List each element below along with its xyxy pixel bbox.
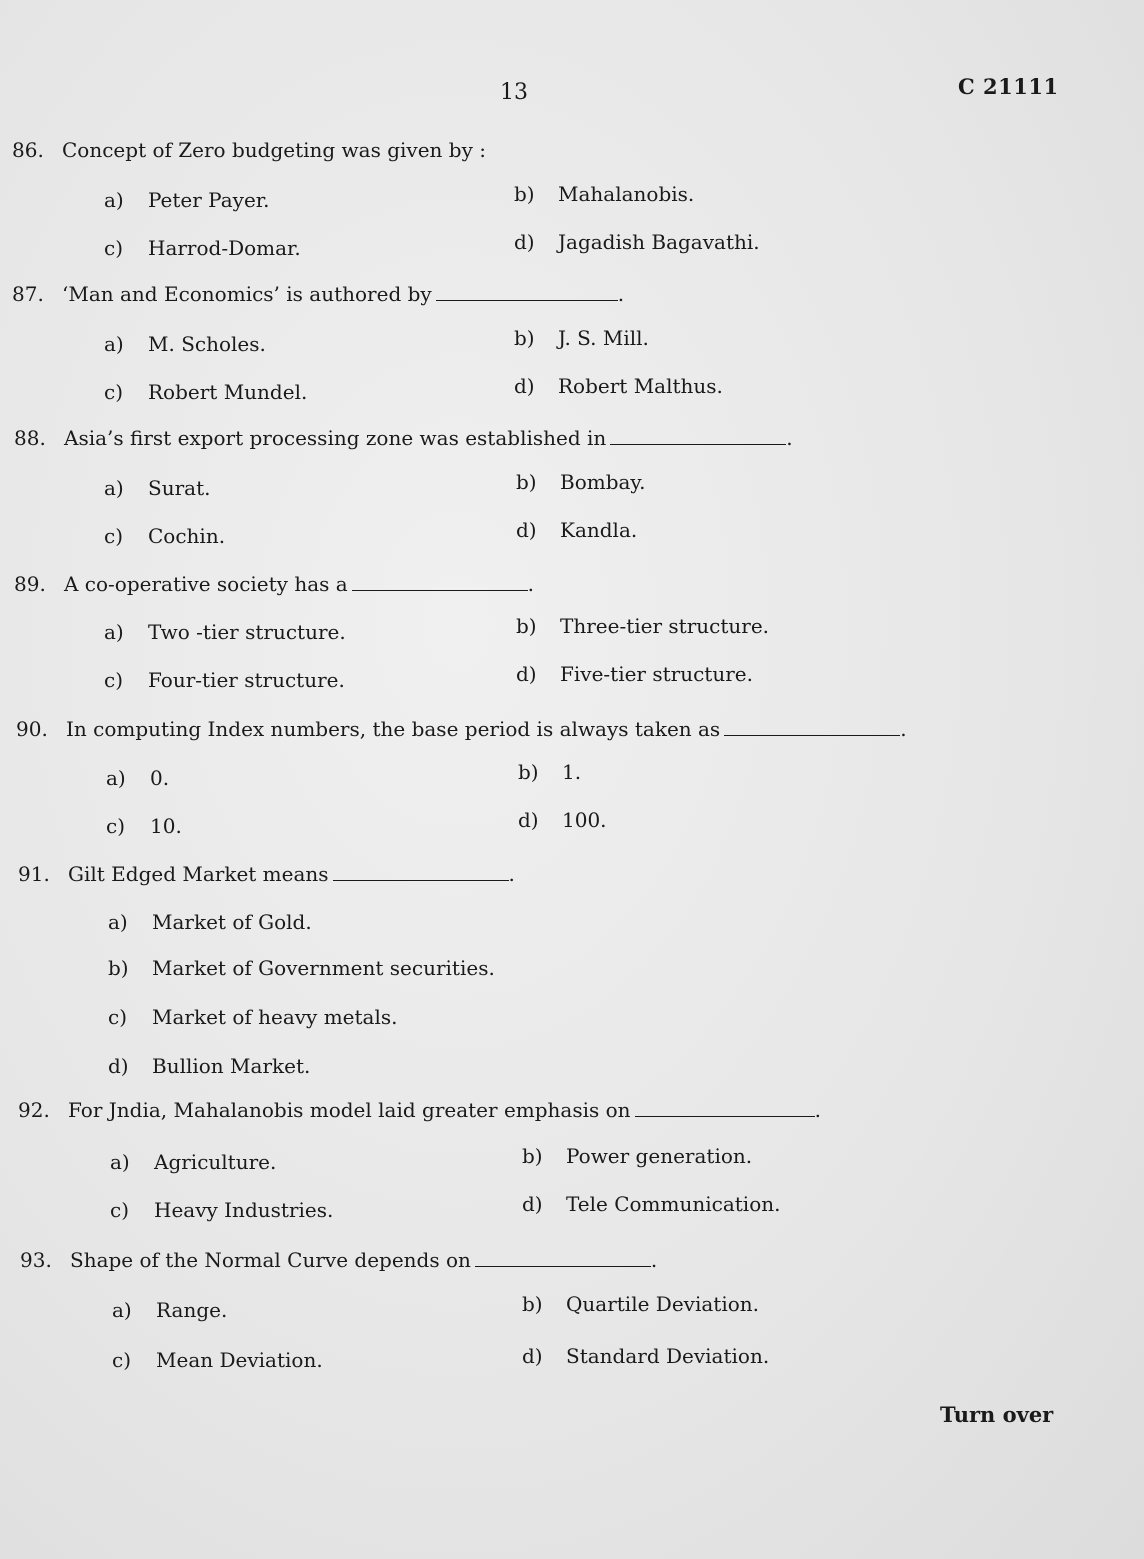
option-letter: a) (110, 1150, 130, 1174)
option-89-b (516, 614, 769, 638)
option-text: Five-tier structure. (560, 662, 753, 686)
answer-blank (436, 300, 618, 301)
option-letter: a) (106, 766, 126, 790)
option-text: 0. (150, 766, 170, 790)
option-91-d (108, 1054, 310, 1078)
question-92-stem: 92. For Jndia, Mahalanobis model laid greater emphasis on . (18, 1098, 821, 1122)
option-text: Kandla. (560, 518, 638, 542)
question-number: 93. (20, 1248, 52, 1272)
option-90-c (106, 814, 182, 838)
option-90-a (106, 766, 169, 790)
option-92-d (522, 1192, 780, 1216)
option-89-a (104, 620, 346, 644)
option-text: Harrod-Domar. (148, 236, 301, 260)
option-text: Three-tier structure. (560, 614, 770, 638)
answer-blank (724, 735, 900, 736)
option-text: Surat. (148, 476, 211, 500)
option-text: J. S. Mill. (558, 326, 649, 350)
question-number: 86. (12, 138, 44, 162)
option-letter: c) (104, 380, 124, 404)
option-text: Market of heavy metals. (152, 1005, 398, 1029)
turn-over-label: Turn over (940, 1402, 1054, 1427)
question-text: In computing Index numbers, the base period is always taken as (66, 717, 721, 741)
option-letter: a) (104, 476, 124, 500)
option-88-a (104, 476, 210, 500)
option-text: Market of Government securities. (152, 956, 495, 980)
question-number: 91. (18, 862, 50, 886)
option-letter: b) (516, 614, 537, 638)
option-letter: d) (516, 662, 537, 686)
option-letter: a) (104, 332, 124, 356)
option-text: Heavy Industries. (154, 1198, 334, 1222)
option-letter: b) (108, 956, 129, 980)
option-text: Four-tier structure. (148, 668, 345, 692)
option-letter: d) (522, 1192, 543, 1216)
option-87-c (104, 380, 307, 404)
option-letter: c) (110, 1198, 130, 1222)
question-text: A co-operative society has a (64, 572, 348, 596)
option-93-a (112, 1298, 227, 1322)
option-text: Robert Mundel. (148, 380, 308, 404)
question-89-stem: 89. A co-operative society has a . (14, 572, 535, 596)
question-text: Asia’s first export processing zone was established in (64, 426, 607, 450)
question-text: ‘Man and Economics’ is authored by (62, 282, 432, 306)
option-letter: c) (106, 814, 126, 838)
option-letter: c) (104, 668, 124, 692)
option-93-d (522, 1344, 769, 1368)
option-letter: d) (514, 230, 535, 254)
question-text: Concept of Zero budgeting was given by : (62, 138, 486, 162)
question-87-stem: 87. ‘Man and Economics’ is authored by . (12, 282, 625, 306)
option-letter: d) (518, 808, 539, 832)
option-91-c (108, 1005, 398, 1029)
answer-blank (352, 590, 528, 591)
answer-blank (475, 1266, 651, 1267)
page-number: 13 (500, 80, 528, 105)
option-93-b (522, 1292, 759, 1316)
option-91-a (108, 910, 312, 934)
option-text: Bullion Market. (152, 1054, 311, 1078)
option-letter: b) (514, 182, 535, 206)
option-86-d (514, 230, 760, 254)
option-text: M. Scholes. (148, 332, 266, 356)
option-letter: c) (104, 236, 124, 260)
option-letter: a) (112, 1298, 132, 1322)
option-93-c (112, 1348, 323, 1372)
option-text: 1. (562, 760, 582, 784)
option-88-d (516, 518, 637, 542)
question-number: 88. (14, 426, 46, 450)
option-89-d (516, 662, 753, 686)
option-86-b (514, 182, 694, 206)
option-text: Cochin. (148, 524, 226, 548)
option-text: Range. (156, 1298, 228, 1322)
option-text: Bombay. (560, 470, 646, 494)
question-text: Shape of the Normal Curve depends on (70, 1248, 471, 1272)
question-90-stem: 90. In computing Index numbers, the base period is always taken as . (16, 717, 907, 741)
option-letter: b) (522, 1144, 543, 1168)
question-91-stem: 91. Gilt Edged Market means . (18, 862, 515, 886)
option-87-d (514, 374, 723, 398)
question-number: 90. (16, 717, 48, 741)
option-text: Mean Deviation. (156, 1348, 323, 1372)
option-86-a (104, 188, 270, 212)
option-89-c (104, 668, 345, 692)
answer-blank (635, 1116, 815, 1117)
option-letter: b) (516, 470, 537, 494)
option-90-b (518, 760, 581, 784)
option-text: 100. (562, 808, 607, 832)
option-text: Jagadish Bagavathi. (558, 230, 760, 254)
option-92-b (522, 1144, 752, 1168)
option-letter: a) (108, 910, 128, 934)
option-86-c (104, 236, 301, 260)
option-letter: d) (516, 518, 537, 542)
question-number: 89. (14, 572, 46, 596)
option-letter: a) (104, 188, 124, 212)
option-text: Two -tier structure. (148, 620, 346, 644)
option-letter: d) (522, 1344, 543, 1368)
question-93-stem: 93. Shape of the Normal Curve depends on . (20, 1248, 658, 1272)
option-letter: b) (522, 1292, 543, 1316)
option-letter: a) (104, 620, 124, 644)
question-number: 87. (12, 282, 44, 306)
option-92-a (110, 1150, 276, 1174)
option-text: Tele Communication. (566, 1192, 781, 1216)
option-text: Quartile Deviation. (566, 1292, 759, 1316)
paper-code: C 21111 (958, 74, 1059, 99)
option-88-b (516, 470, 645, 494)
option-letter: c) (112, 1348, 132, 1372)
question-number: 92. (18, 1098, 50, 1122)
option-letter: b) (518, 760, 539, 784)
option-text: Power generation. (566, 1144, 753, 1168)
option-text: Mahalanobis. (558, 182, 695, 206)
question-text: For Jndia, Mahalanobis model laid greater emphasis on (68, 1098, 631, 1122)
question-86-stem (12, 138, 486, 162)
answer-blank (333, 880, 509, 881)
option-letter: b) (514, 326, 535, 350)
answer-blank (610, 444, 786, 445)
question-88-stem: 88. Asia’s first export processing zone was established in . (14, 426, 793, 450)
option-text: Market of Gold. (152, 910, 312, 934)
question-text: Gilt Edged Market means (68, 862, 329, 886)
option-text: Peter Payer. (148, 188, 270, 212)
option-92-c (110, 1198, 333, 1222)
option-text: 10. (150, 814, 182, 838)
option-text: Agriculture. (154, 1150, 277, 1174)
option-letter: c) (104, 524, 124, 548)
option-90-d (518, 808, 607, 832)
option-88-c (104, 524, 225, 548)
option-letter: d) (514, 374, 535, 398)
option-letter: d) (108, 1054, 129, 1078)
option-87-a (104, 332, 266, 356)
option-text: Robert Malthus. (558, 374, 723, 398)
option-letter: c) (108, 1005, 128, 1029)
option-text: Standard Deviation. (566, 1344, 770, 1368)
option-87-b (514, 326, 649, 350)
option-91-b (108, 956, 495, 980)
